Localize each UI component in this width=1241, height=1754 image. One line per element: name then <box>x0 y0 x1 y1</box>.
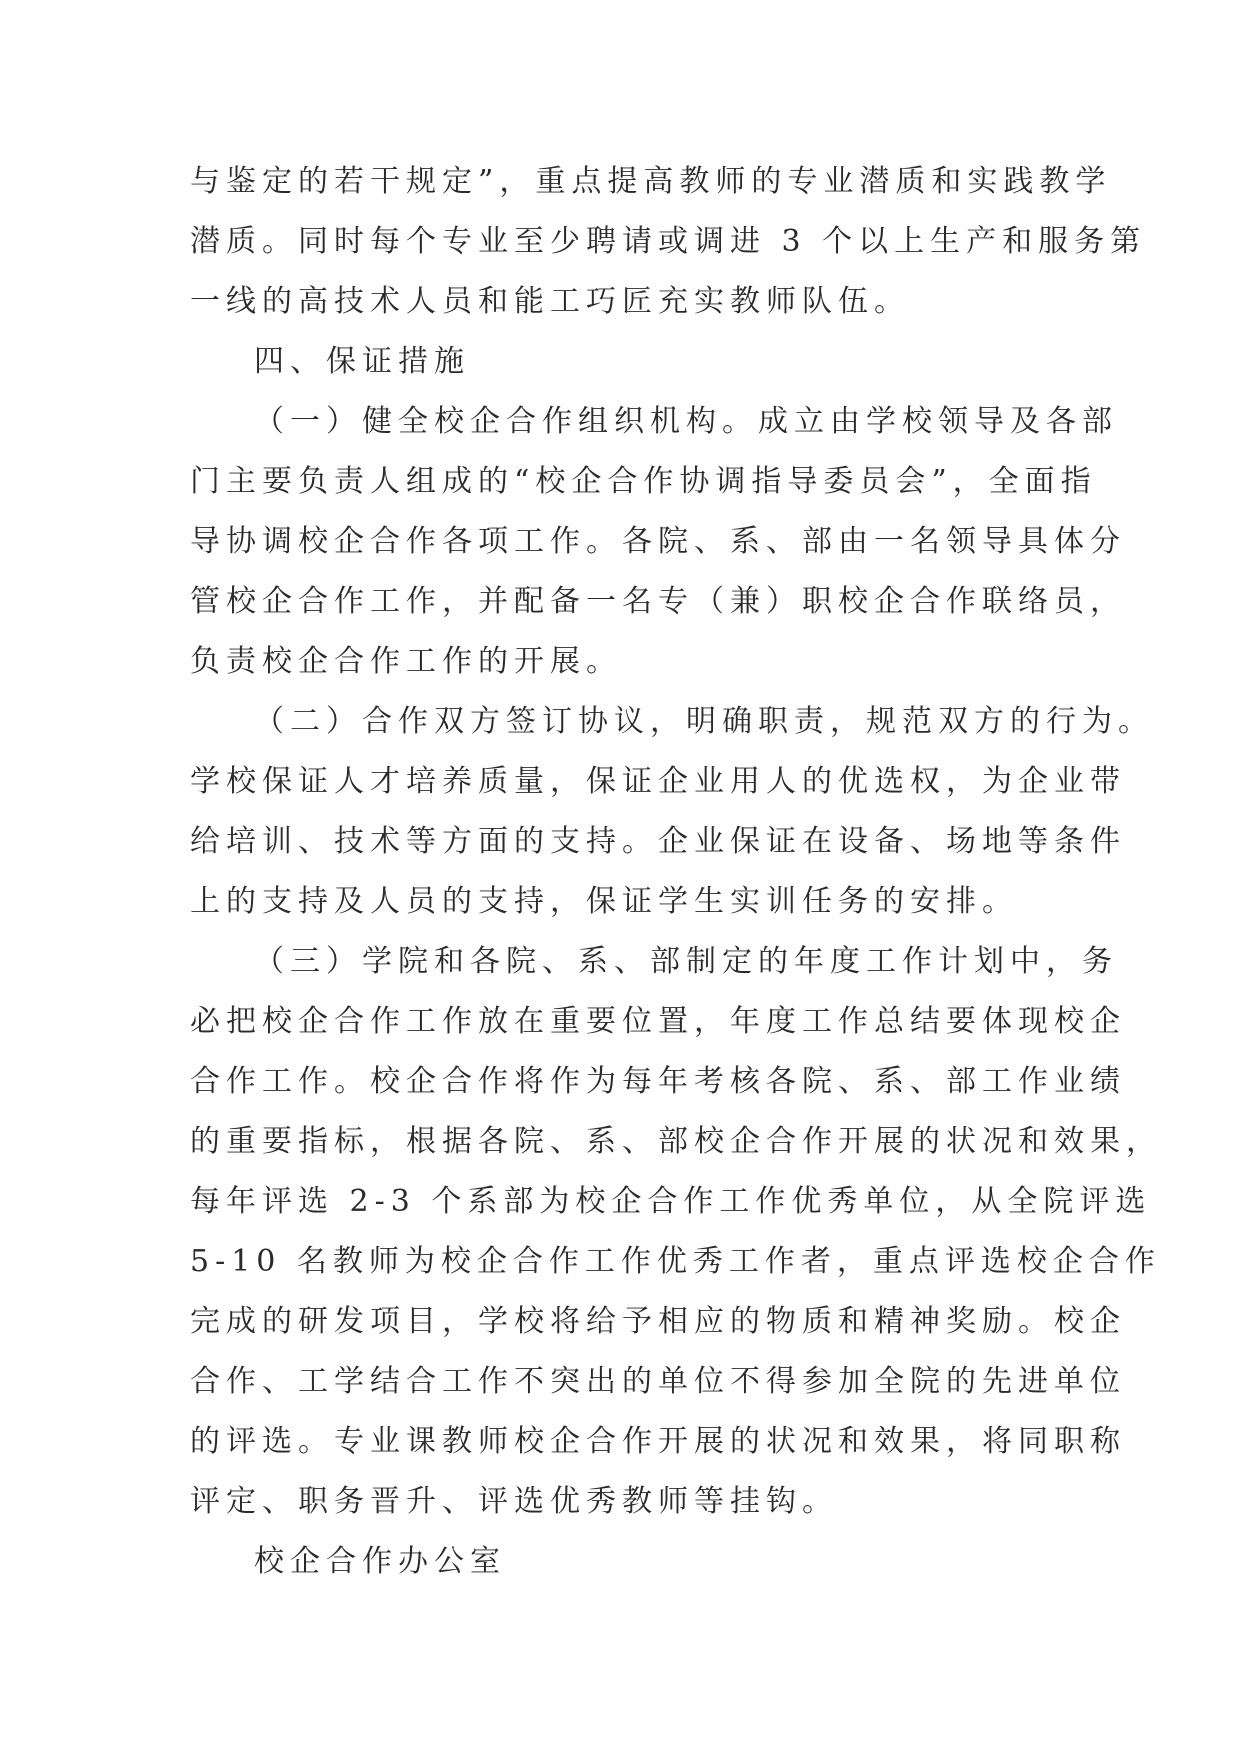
signature-office: 校企合作办公室 <box>254 1544 506 1579</box>
text-line: 给培训、技术等方面的支持。企业保证在设备、场地等条件 <box>190 824 1126 859</box>
text-line: 学校保证人才培养质量，保证企业用人的优选权，为企业带 <box>190 764 1126 799</box>
text-line: 完成的研发项目，学校将给予相应的物质和精神奖励。校企 <box>190 1304 1126 1339</box>
text-line: 门主要负责人组成的“校企合作协调指导委员会”，全面指 <box>190 464 1097 499</box>
text-line: 评定、职务晋升、评选优秀教师等挂钩。 <box>190 1484 838 1519</box>
text-line: 必把校企合作工作放在重要位置，年度工作总结要体现校企 <box>190 1004 1126 1039</box>
text-line: 上的支持及人员的支持，保证学生实训任务的安排。 <box>190 884 1018 919</box>
text-line: 一线的高技术人员和能工巧匠充实教师队伍。 <box>190 284 910 319</box>
paragraph-start: （二）合作双方签订协议，明确职责，规范双方的行为。 <box>254 704 1154 739</box>
document-body <box>190 152 1162 1592</box>
text-line: 与鉴定的若干规定”，重点提高教师的专业潜质和实践教学 <box>190 164 1112 199</box>
text-line: 管校企合作工作，并配备一名专（兼）职校企合作联络员， <box>190 584 1126 619</box>
text-line: 每年评选 2-3 个系部为校企合作工作优秀单位，从全院评选 <box>190 1184 1152 1219</box>
text-line: 合作、工学结合工作不突出的单位不得参加全院的先进单位 <box>190 1364 1126 1399</box>
paragraph-start: （三）学院和各院、系、部制定的年度工作计划中，务 <box>254 944 1118 979</box>
section-heading: 四、保证措施 <box>254 344 470 379</box>
text-line: 合作工作。校企合作将作为每年考核各院、系、部工作业绩 <box>190 1064 1126 1099</box>
text-line: 5-10 名教师为校企合作工作优秀工作者，重点评选校企合作 <box>190 1244 1161 1279</box>
text-line: 负责校企合作工作的开展。 <box>190 644 622 679</box>
text-line: 导协调校企合作各项工作。各院、系、部由一名领导具体分 <box>190 524 1126 559</box>
text-line: 的评选。专业课教师校企合作开展的状况和效果，将同职称 <box>190 1424 1126 1459</box>
paragraph-start: （一）健全校企合作组织机构。成立由学校领导及各部 <box>254 404 1118 439</box>
text-line: 潜质。同时每个专业至少聘请或调进 3 个以上生产和服务第 <box>190 224 1147 259</box>
text-line: 的重要指标，根据各院、系、部校企合作开展的状况和效果， <box>190 1124 1162 1159</box>
